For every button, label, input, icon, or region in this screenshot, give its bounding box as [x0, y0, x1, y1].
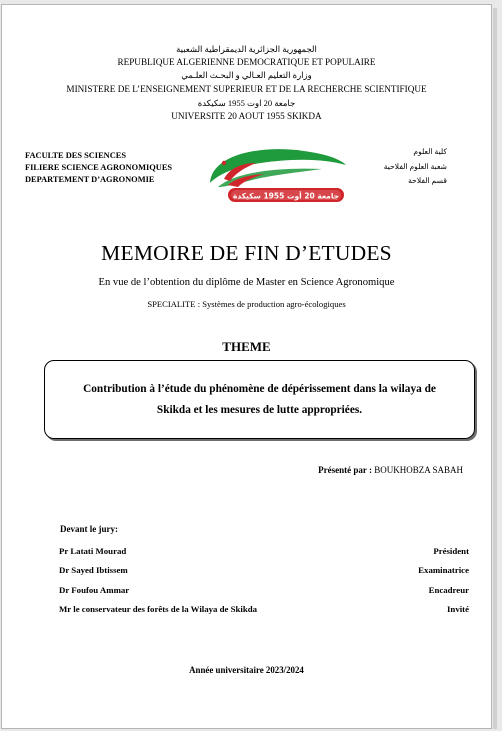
theme-text: [83, 379, 436, 421]
header-university: UNIVERSITE 20 AOUT 1955 SKIKDA: [171, 111, 322, 121]
document-title: MEMOIRE DE FIN D’ETUDES: [101, 241, 392, 265]
jury-member-role: Invité: [447, 604, 469, 614]
university-logo: [204, 143, 350, 203]
theme-line-2: Skikda et les mesures de lutte appropriées.: [156, 403, 363, 416]
jury-member-name: Dr Sayed Ibtissem: [59, 565, 128, 575]
theme-label: THEME: [222, 339, 271, 354]
jury-heading: Devant le jury:: [60, 524, 118, 534]
jury-member-name: Mr le conservateur des forêts de la Wilaya de Skikda: [59, 604, 258, 614]
presented-label: Présenté par :: [318, 465, 372, 475]
document-page: [1, 4, 492, 729]
presented-by: [318, 465, 463, 475]
department-line: DEPARTEMENT D’AGRONOMIE: [25, 175, 155, 184]
jury-member: [59, 546, 469, 556]
filiere-line-ar: شعبة العلوم الفلاحية: [383, 161, 447, 171]
speciality-line: SPECIALITE : Systèmes de production agro-écologiques: [147, 299, 346, 309]
filiere-line: FILIERE SCIENCE AGRONOMIQUES: [25, 163, 173, 172]
jury-member-role: Examinatrice: [418, 565, 469, 575]
theme-box: [44, 360, 475, 439]
header-arabic-republic: الجمهورية الجزائرية الديمقراطية الشعبية: [176, 44, 317, 54]
jury-member-role: Encadreur: [428, 585, 469, 595]
jury-member: [59, 585, 469, 595]
page-shadow: [493, 8, 497, 729]
jury-member-name: Pr Latati Mourad: [59, 546, 127, 556]
logo-text: جامعة 20 أوت 1955 سكيكدة: [232, 191, 340, 201]
faculty-block-fr: [25, 150, 172, 186]
faculty-line-ar: كلية العلوم: [413, 147, 447, 156]
jury-member-role: Président: [433, 546, 469, 556]
faculty-block-ar: [384, 145, 447, 189]
academic-year: Année universitaire 2023/2024: [189, 665, 304, 675]
document-subtitle: En vue de l’obtention du diplôme de Master en Science Agronomique: [98, 277, 395, 288]
theme-line-1: Contribution à l’étude du phénomène de dépérissement dans la wilaya de: [83, 382, 436, 395]
jury-member: [59, 565, 469, 575]
presented-name: BOUKHOBZA SABAH: [374, 465, 463, 475]
jury-member-name: Dr Foufou Ammar: [59, 585, 130, 595]
header-arabic-university: جامعة 20 اوت 1955 سكيكدة: [197, 98, 296, 108]
header-ministry: MINISTERE DE L’ENSEIGNEMENT SUPERIEUR ET DE LA RECHERCHE SCIENTIFIQUE: [66, 84, 427, 94]
header-arabic-ministry: وزارة التعليم العـالي و البحـث العلـمي: [181, 70, 312, 80]
department-line-ar: قسم الفلاحة: [408, 176, 447, 185]
faculty-line: FACULTE DES SCIENCES: [25, 151, 126, 160]
header-republic: REPUBLIQUE ALGERIENNE DEMOCRATIQUE ET POPULAIRE: [117, 57, 376, 67]
jury-member: [59, 604, 469, 614]
